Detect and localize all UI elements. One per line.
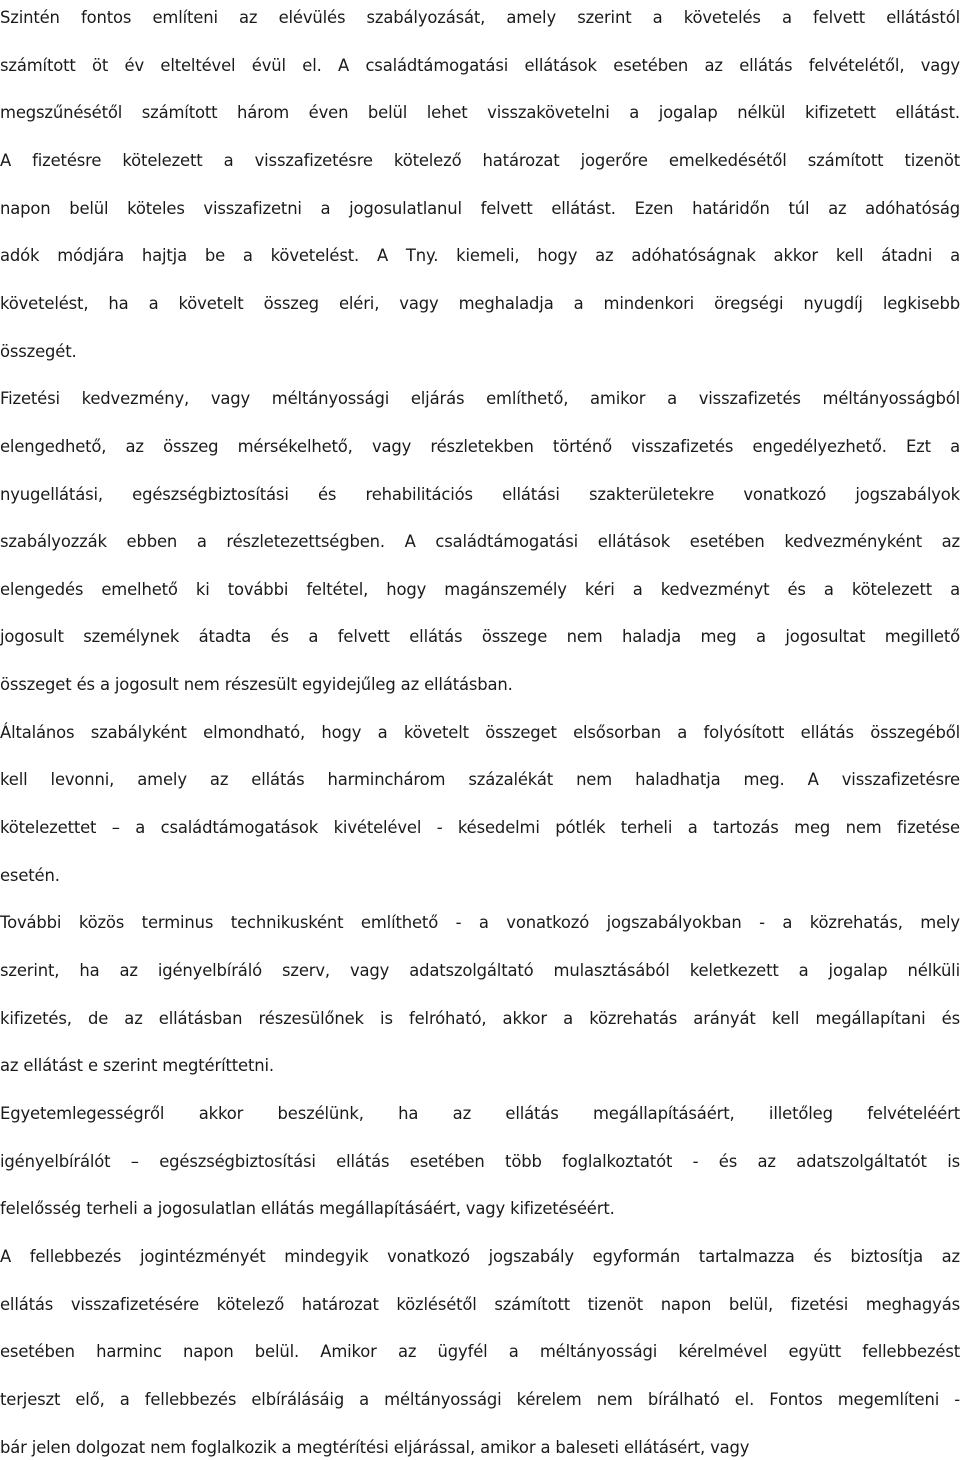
text-line: bár jelen dolgozat nem foglalkozik a megtérítési eljárással, amikor a baleseti ellátásért, vagy — [0, 1437, 750, 1457]
text-line: adók módjára hajtja be a követelést. A Tny. kiemeli, hogy az adóhatóságnak akkor kell átadni a — [0, 246, 960, 266]
text-line: A fizetésre kötelezett a visszafizetésre kötelező határozat jogerőre emelkedésétől számított tizenöt — [0, 150, 960, 170]
text-line: követelést, ha a követelt összeg eléri, vagy meghaladja a mindenkori öregségi nyugdíj legkisebb — [0, 293, 960, 313]
text-line: További közös terminus technikusként említhető - a vonatkozó jogszabályokban - a közrehatás, mely — [0, 913, 960, 933]
text-line: igényelbírálót – egészségbiztosítási ellátás esetében több foglalkoztatót - és az adatszolgáltatót is — [0, 1151, 960, 1171]
text-line: számított öt év elteltével évül el. A családtámogatási ellátások esetében az ellátás felvételétől, vagy — [0, 55, 960, 75]
text-line: ellátás visszafizetésére kötelező határozat közlésétől számított tizenöt napon belül, fizetési meghagyás — [0, 1294, 960, 1314]
text-line: Általános szabályként elmondható, hogy a követelt összeget elsősorban a folyósított ellátás összegéből — [0, 722, 960, 742]
text-line: kell levonni, amely az ellátás harminchárom százalékát nem haladhatja meg. A visszafizetésre — [0, 770, 960, 790]
text-line: az ellátást e szerint megtéríttetni. — [0, 1056, 274, 1076]
text-line: megszűnésétől számított három éven belül lehet visszakövetelni a jogalap nélkül kifizetett ellátást. — [0, 103, 960, 123]
text-line: terjeszt elő, a fellebbezés elbírálásáig a méltányossági kérelem nem bírálható el. Fontos megemlíteni - — [0, 1389, 960, 1409]
text-line: A fellebbezés jogintézményét mindegyik vonatkozó jogszabály egyformán tartalmazza és biztosítja az — [0, 1246, 960, 1266]
text-line: elengedés emelhető ki további feltétel, hogy magánszemély kéri a kedvezményt és a kötelezett a — [0, 579, 960, 599]
text-line: összegét. — [0, 341, 77, 361]
text-line: napon belül köteles visszafizetni a jogosulatlanul felvett ellátást. Ezen határidőn túl az adóhatóság — [0, 198, 960, 218]
text-line: összeget és a jogosult nem részesült egyidejűleg az ellátásban. — [0, 675, 513, 695]
text-line: szabályozzák ebben a részletezettségben. A családtámogatási ellátások esetében kedvezményként az — [0, 532, 960, 552]
text-line: felelősség terheli a jogosulatlan ellátás megállapításáért, vagy kifizetéséért. — [0, 1199, 615, 1219]
text-line: esetében harminc napon belül. Amikor az ügyfél a méltányossági kérelmével együtt fellebbezést — [0, 1342, 960, 1362]
text-line: kifizetés, de az ellátásban részesülőnek is felróható, akkor a közrehatás arányát kell megállapítani és — [0, 1008, 960, 1028]
text-line: Egyetemlegességről akkor beszélünk, ha az ellátás megállapításáért, illetőleg felvételéért — [0, 1104, 960, 1123]
text-line: Fizetési kedvezmény, vagy méltányossági eljárás említhető, amikor a visszafizetés méltányosságból — [0, 389, 960, 409]
text-line: Szintén fontos említeni az elévülés szabályozását, amely szerint a követelés a felvett ellátástól — [0, 8, 960, 27]
text-line: esetén. — [0, 865, 60, 885]
text-line: elengedhető, az összeg mérsékelhető, vagy részletekben történő visszafizetés engedélyezhető. Ezt a — [0, 436, 960, 456]
text-line: jogosult személynek átadta és a felvett ellátás összege nem haladja meg a jogosultat megillető — [0, 627, 960, 647]
text-line: kötelezettet – a családtámogatások kivételével - késedelmi pótlék terheli a tartozás meg nem fizetése — [0, 818, 960, 837]
text-line: szerint, ha az igényelbíráló szerv, vagy adatszolgáltató mulasztásából keletkezett a jogalap nélküli — [0, 961, 960, 980]
text-line: nyugellátási, egészségbiztosítási és rehabilitációs ellátási szakterületekre vonatkozó jogszabályok — [0, 484, 960, 504]
